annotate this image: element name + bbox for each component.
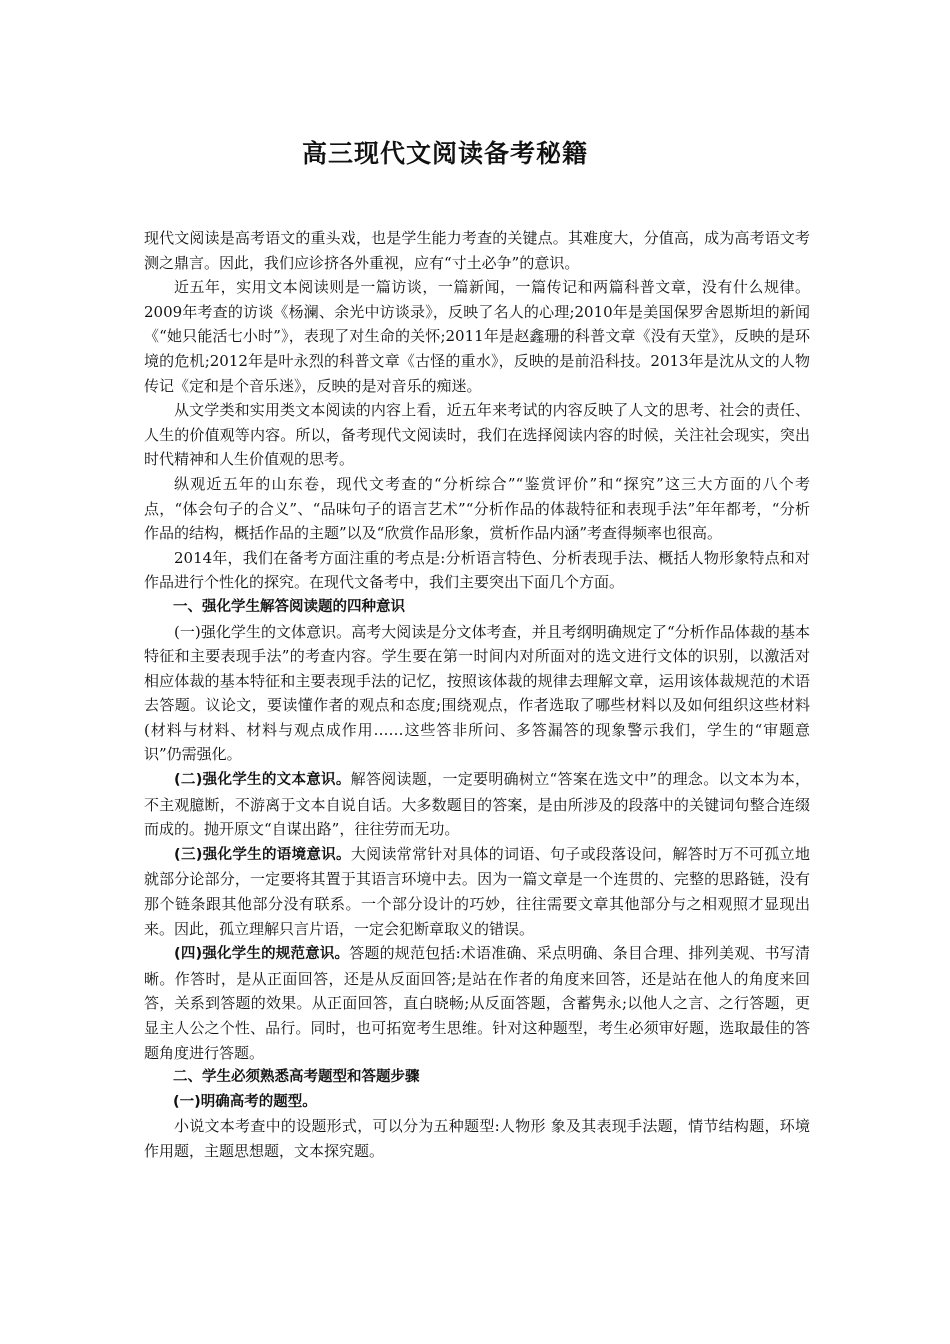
lead-norm-awareness: (四)强化学生的规范意识。 (174, 946, 350, 963)
paragraph-text-awareness (144, 767, 810, 842)
body-context-awareness: 大阅读常常针对具体的词语、句子或段落设问，解答时万不可孤立地就部分论部分，一定要将其置于其语言环境中去。因为一篇文章是一个连贯的、完整的思路链，没有那个链条跟其他部分没有联系。一个部分设计的巧妙，往往需要文章其他部分与之相观照才显现出来。因此，孤立理解只言片语，一定会犯断章取义的错误。 (144, 844, 810, 938)
lead-text-awareness: (二)强化学生的文本意识。 (174, 772, 351, 789)
lead-context-awareness: (三)强化学生的语境意识。 (174, 846, 351, 863)
document-title: 高三现代文阅读备考秘籍 (301, 139, 588, 168)
paragraph-2014-focus: 2014年，我们在备考方面注重的考点是:分析语言特色、分析表现手法、概括人物形象特点和对作品进行个性化的探究。在现代文备考中，我们主要突出下面几个方面。 (144, 548, 810, 592)
paragraph-content-analysis: 从文学类和实用类文本阅读的内容上看，近五年来考试的内容反映了人文的思考、社会的责任、人生的价值观等内容。所以，备考现代文阅读时，我们在选择阅读内容的时候，关注社会现实，突出时代精神和人生价值观的思考。 (144, 401, 810, 469)
paragraph-intro: 现代文阅读是高考语文的重头戏，也是学生能力考查的关键点。其难度大，分值高，成为高考语文考测之鼎言。因此，我们应诊挤各外重视，应有“寸土必争”的意识。 (144, 229, 810, 272)
subsection-heading-question-types: (一)明确高考的题型。 (173, 1093, 317, 1110)
paragraph-context-awareness (144, 842, 810, 941)
section-heading-one: 一、强化学生解答阅读题的四种意识 (173, 598, 405, 615)
paragraph-shandong-exam: 纵观近五年的山东卷，现代文考查的“分析综合”“鉴赏评价”和“探究”这三大方面的八个考点，“体会句子的合义”、“品味句子的语言艺术”“分析作品的体裁特征和表现手法”年年都考，“分析作品的结构，概括作品的主题”以及“欣赏作品形象，赏析作品内涵”考查得频率也很高。 (144, 474, 810, 543)
document-body (144, 226, 810, 1164)
body-text-awareness: 解答阅读题，一定要明确树立“答案在选文中”的理念。以文本为本，不主观臆断，不游离于文本自说自话。大多数题目的答案，是由所涉及的段落中的关键词句整合连缀而成的。抛开原文“自谋出路”，往往劳而无功。 (144, 770, 810, 839)
paragraph-question-types: 小说文本考查中的设题形式，可以分为五种题型:人物形 象及其表现手法题，情节结构题，环境作用题，主题思想题，文本探究题。 (144, 1117, 810, 1160)
paragraph-practical-texts: 近五年，实用文本阅读则是一篇访谈，一篇新闻，一篇传记和两篇科普文章，没有什么规律。2009年考查的访谈《杨澜、余光中访谈录》，反映了名人的心理;2010年是美国保罗舍恩斯坦的新闻《“她只能活七小时”》，表现了对生命的关怀;2011年是赵鑫珊的科普文章《没有天堂》，反映的是环境的危机;2012年是叶永烈的科普文章《古怪的重水》，反映的是前沿科技。2013年是沈从文的人物传记《定和是个音乐迷》，反映的是对音乐的痴迷。 (144, 278, 810, 395)
body-norm-awareness: 答题的规范包括:术语准确、采点明确、条目合理、排列美观、书写清晰。作答时，是从正面回答，还是从反面回答;是站在作者的角度来回答，还是站在他人的角度来回答，关系到答题的效果。从正面回答，直白晓畅;从反面答题，含蓄隽永;以他人之言、之行答题，更显主人公之个性、品行。同时，也可拓宽考生思维。针对这种题型，考生必须审好题，选取最佳的答题角度进行答题。 (144, 944, 810, 1062)
paragraph-norm-awareness (144, 941, 810, 1065)
paragraph-genre-awareness: (一)强化学生的文体意识。高考大阅读是分文体考查，并且考纲明确规定了“分析作品体裁的基本特征和主要表现手法”的考查内容。学生要在第一时间内对所面对的选文进行文体的识别，以激活对相应体裁的基本特征和主要表现手法的记忆，按照该体裁的规律去理解文章，运用该体裁规范的术语去答题。议论文，要读懂作者的观点和态度;围绕观点，作者选取了哪些材料以及如何组织这些材料(材料与材料、材料与观点成作用……这些答非所问、多答漏答的现象警示我们，学生的“审题意识”仍需强化。 (144, 622, 810, 764)
section-heading-two: 二、学生必须熟悉高考题型和答题步骤 (173, 1069, 420, 1086)
